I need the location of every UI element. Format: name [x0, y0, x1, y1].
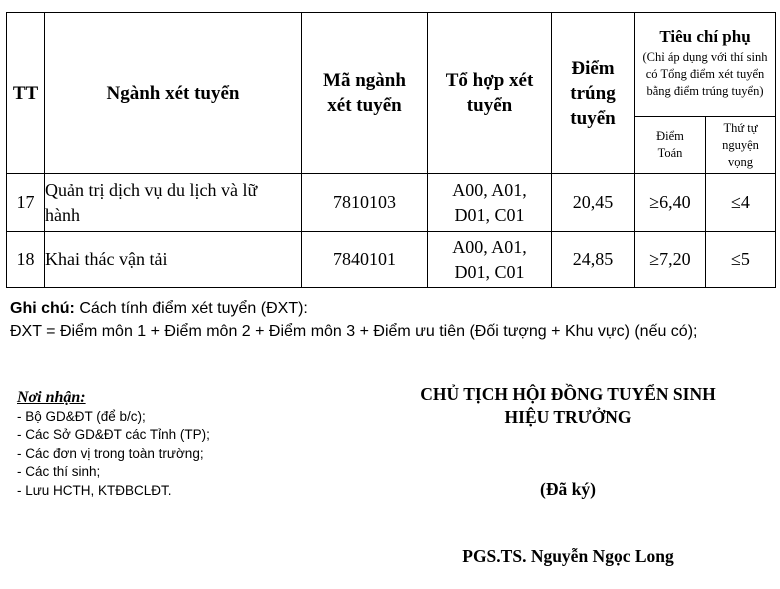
cell-code: 7810103 — [302, 174, 428, 232]
cell-tt: 18 — [7, 232, 45, 288]
cell-score: 20,45 — [552, 174, 635, 232]
cell-code: 7840101 — [302, 232, 428, 288]
recipient-item: - Bộ GD&ĐT (để b/c); — [17, 409, 146, 424]
recipient-item: - Các thí sinh; — [17, 464, 101, 480]
header-row — [7, 13, 776, 117]
table-row — [7, 174, 776, 232]
signatory-title-line2: HIỆU TRƯỞNG — [504, 407, 632, 427]
header-major-code: Mã ngành xét tuyển — [302, 13, 428, 174]
header-major: Ngành xét tuyển — [45, 13, 302, 174]
recipients-section — [17, 389, 210, 500]
table-row — [7, 232, 776, 288]
cell-combo: A00, A01, D01, C01 — [428, 232, 552, 288]
header-subject-combination: Tổ hợp xét tuyển — [428, 13, 552, 174]
signatory-title-line1: CHỦ TỊCH HỘI ĐỒNG TUYỂN SINH — [420, 384, 716, 404]
recipient-item: - Các đơn vị trong toàn trường; — [17, 445, 204, 461]
cell-combo: A00, A01, D01, C01 — [428, 174, 552, 232]
signatory-title — [368, 383, 768, 429]
header-math-score: Điểm Toán — [635, 117, 706, 174]
secondary-criteria-note: (Chỉ áp dụng với thí sinh có Tổng điểm xét tuyển bằng điểm trúng tuyển) — [642, 50, 768, 98]
score-formula: ĐXT = Điểm môn 1 + Điểm môn 2 + Điểm môn 3 + Điểm ưu tiên (Đối tượng + Khu vực) (nếu có); — [10, 323, 698, 340]
cell-priority: ≤4 — [706, 174, 776, 232]
cell-major: Khai thác vận tải — [45, 232, 302, 288]
admission-scores-table — [6, 12, 776, 288]
cell-math: ≥6,40 — [635, 174, 706, 232]
header-secondary-criteria — [635, 13, 776, 117]
cell-tt: 17 — [7, 174, 45, 232]
header-admission-score: Điểm trúng tuyển — [552, 13, 635, 174]
notes-line — [10, 297, 697, 320]
recipient-item: - Lưu HCTH, KTĐBCLĐT. — [17, 482, 172, 498]
signed-mark: (Đã ký) — [540, 479, 596, 499]
cell-major: Quản trị dịch vụ du lịch và lữ hành — [45, 174, 302, 232]
header-tt: TT — [7, 13, 45, 174]
header-priority-order: Thứ tự nguyện vọng — [706, 117, 776, 174]
recipient-item: - Các Sở GD&ĐT các Tỉnh (TP); — [17, 427, 210, 443]
notes-text: Cách tính điểm xét tuyển (ĐXT): — [74, 300, 308, 317]
cell-math: ≥7,20 — [635, 232, 706, 288]
recipients-title: Nơi nhận: — [17, 389, 86, 406]
notes-label: Ghi chú: — [10, 300, 75, 317]
secondary-criteria-title: Tiêu chí phụ — [659, 27, 751, 46]
cell-score: 24,85 — [552, 232, 635, 288]
signatory-name: PGS.TS. Nguyễn Ngọc Long — [462, 546, 674, 566]
notes-section — [10, 297, 697, 343]
cell-priority: ≤5 — [706, 232, 776, 288]
